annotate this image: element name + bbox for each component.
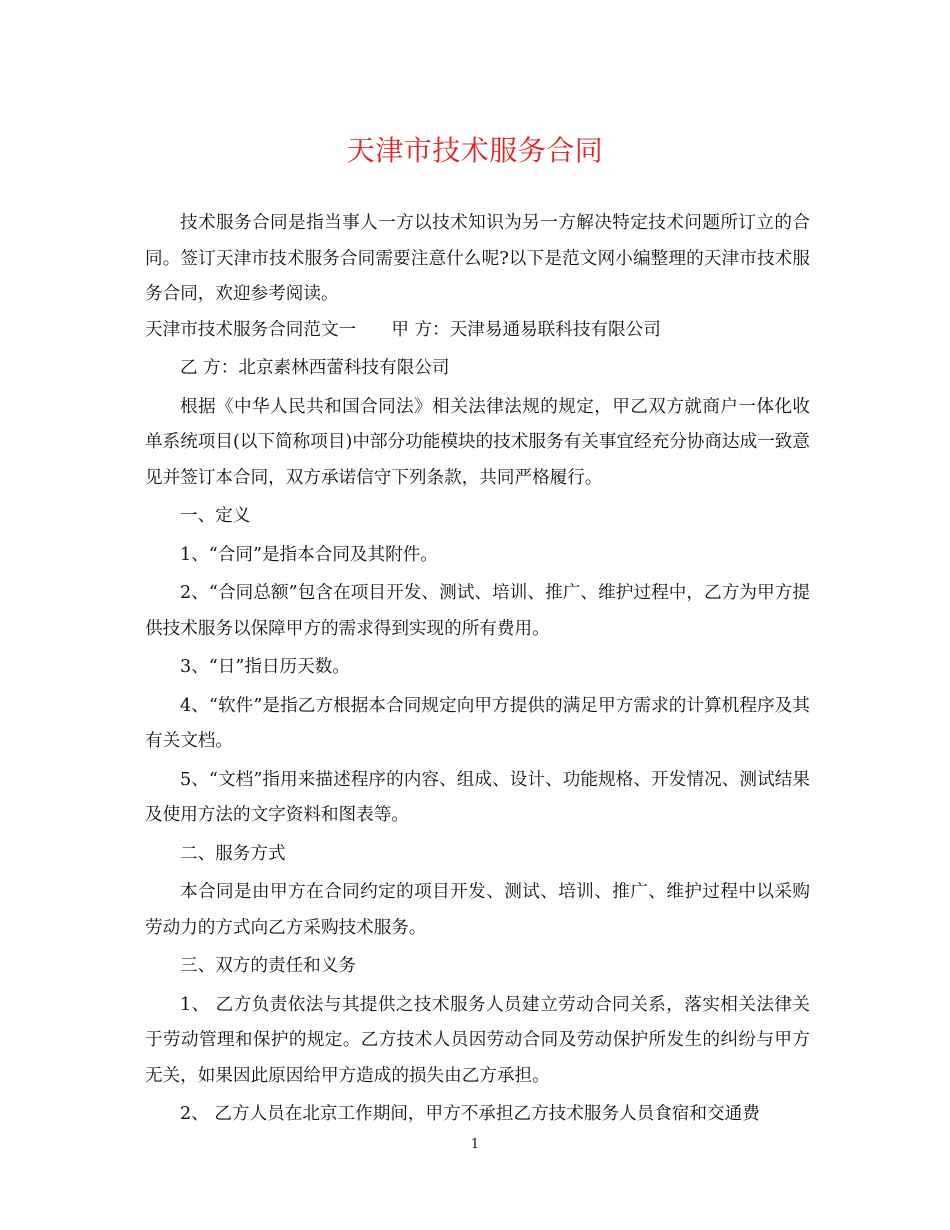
service-mode-paragraph: 本合同是由甲方在合同约定的项目开发、测试、培训、推广、维护过程中以采购劳动力的方式向乙方采购技术服务。 [145, 882, 810, 938]
section-heading-definitions: 一、定义 [180, 506, 251, 526]
party-b: 乙 方：北京素林西蕾科技有限公司 [180, 358, 450, 378]
definition-item-3: 3、“日”指日历天数。 [180, 657, 350, 677]
definition-item-4: 4、“软件”是指乙方根据本合同规定向甲方提供的满足甲方需求的计算机程序及其有关文档。 [145, 695, 810, 751]
definition-item-1: 1、“合同”是指本合同及其附件。 [180, 544, 438, 565]
responsibility-item-1: 1、 乙方负责依法与其提供之技术服务人员建立劳动合同关系，落实相关法律关于劳动管理和保护的规定。乙方技术人员因劳动合同及劳动保护所发生的纠纷与甲方无关，如果因此原因给甲方造成的损失由乙方承担。 [145, 994, 810, 1086]
sample-heading-party-a: 天津市技术服务合同范文一 甲 方：天津易通易联科技有限公司 [145, 319, 661, 340]
definition-item-5: 5、“文档”指用来描述程序的内容、组成、设计、功能规格、开发情况、测试结果及使用方法的文字资料和图表等。 [145, 769, 810, 825]
intro-paragraph: 技术服务合同是指当事人一方以技术知识为另一方解决特定技术问题所订立的合同。签订天津市技术服务合同需要注意什么呢?以下是范文网小编整理的天津市技术服务合同，欢迎参考阅读。 [145, 213, 810, 304]
document-body [145, 206, 810, 1133]
responsibility-item-2: 2、 乙方人员在北京工作期间，甲方不承担乙方技术服务人员食宿和交通费 [180, 1104, 760, 1124]
definition-item-2: 2、“合同总额”包含在项目开发、测试、培训、推广、维护过程中，乙方为甲方提供技术服务以保障甲方的需求得到实现的所有费用。 [145, 583, 810, 639]
page-number: 1 [470, 1137, 480, 1152]
preamble-paragraph: 根据《中华人民共和国合同法》相关法律法规的规定，甲乙双方就商户一体化收单系统项目(以下简称项目)中部分功能模块的技术服务有关事宜经充分协商达成一致意见并签订本合同，双方承诺信守下列条款，共同严格履行。 [145, 396, 810, 488]
section-heading-service-mode: 二、服务方式 [180, 843, 286, 864]
document-title: 天津市技术服务合同 [346, 134, 604, 167]
section-heading-responsibilities: 三、双方的责任和义务 [180, 956, 356, 976]
